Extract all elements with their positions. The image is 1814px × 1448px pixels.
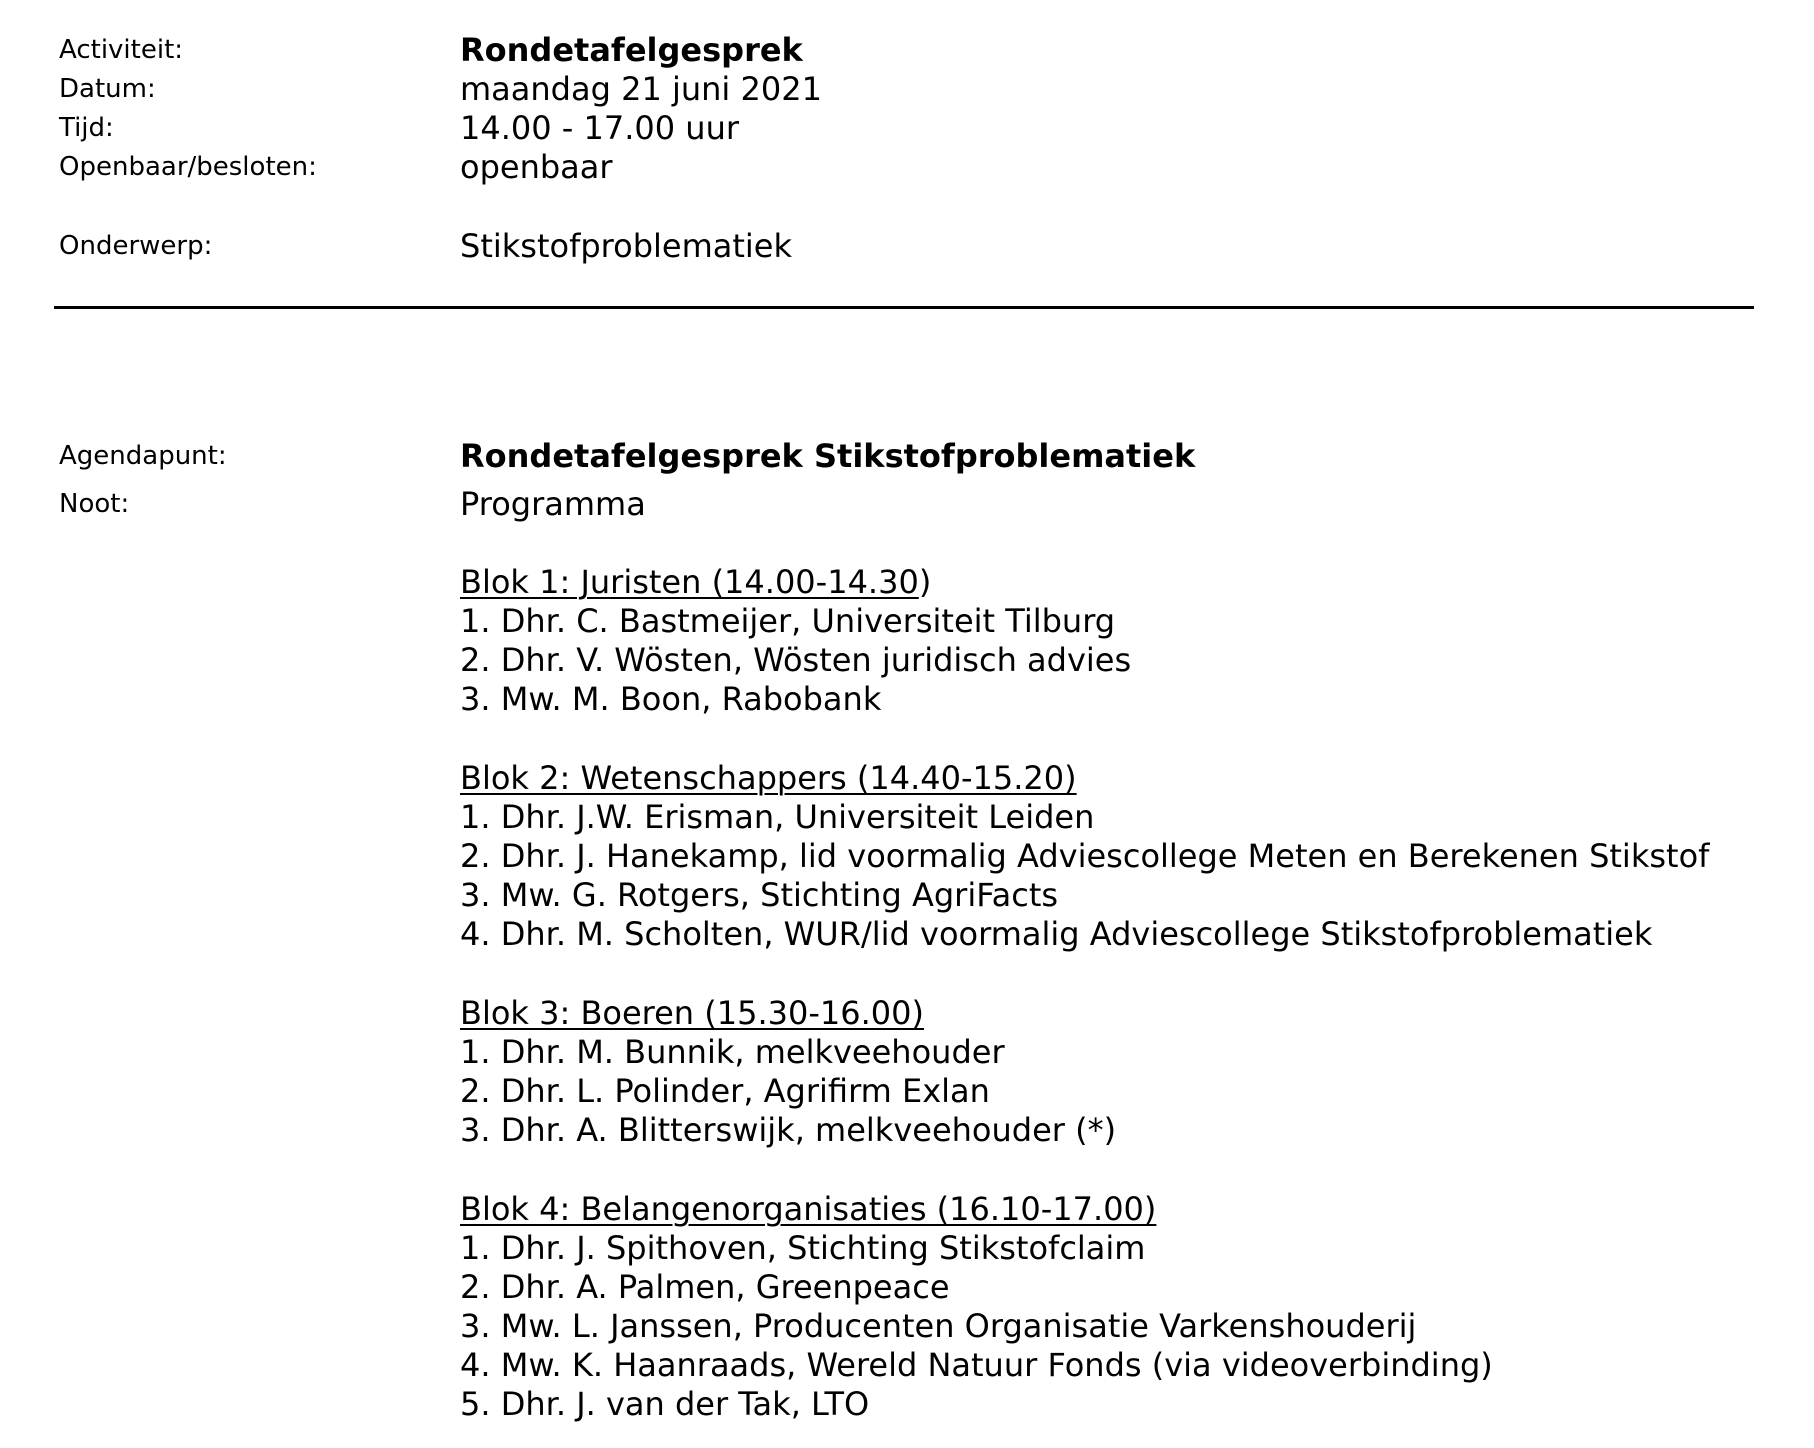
activiteit-label: Activiteit: [59, 35, 184, 65]
onderwerp-row [0, 226, 1814, 266]
datum-label: Datum: [59, 74, 156, 104]
agendapunt-label: Agendapunt: [59, 441, 227, 471]
block-title-suffix: ) [918, 563, 932, 601]
speaker-entry: 5. Dhr. J. van der Tak, LTO [460, 1385, 870, 1423]
openbaar-value: openbaar [460, 148, 613, 186]
tijd-label: Tijd: [59, 113, 114, 143]
openbaar-label: Openbaar/besloten: [59, 152, 317, 182]
program-block-2 [460, 759, 1800, 954]
block-title [460, 563, 1800, 602]
speaker-entry: 3. Dhr. A. Blitterswijk, melkveehouder (*) [460, 1111, 1117, 1149]
section-divider [54, 306, 1754, 309]
datum-value: maandag 21 juni 2021 [460, 70, 822, 108]
speaker-entry: 1. Dhr. J.W. Erisman, Universiteit Leiden [460, 798, 1095, 836]
onderwerp-label: Onderwerp: [59, 231, 213, 261]
tijd-value: 14.00 - 17.00 uur [460, 109, 739, 147]
speaker-entry: 1. Dhr. J. Spithoven, Stichting Stikstofclaim [460, 1229, 1146, 1267]
speaker-entry: 1. Dhr. C. Bastmeijer, Universiteit Tilburg [460, 602, 1116, 640]
agendapunt-value: Rondetafelgesprek Stikstofproblematiek [460, 437, 1196, 475]
speaker-entry: 3. Mw. L. Janssen, Producenten Organisatie Varkenshouderij [460, 1307, 1417, 1345]
block-title-text: Blok 3: Boeren (15.30-16.00) [460, 994, 924, 1032]
datum-row [0, 69, 1814, 109]
block-title-text: Blok 4: Belangenorganisaties (16.10-17.00) [460, 1190, 1157, 1228]
activiteit-row [0, 30, 1814, 70]
speaker-entry: 1. Dhr. M. Bunnik, melkveehouder [460, 1033, 1005, 1071]
block-title-text: Blok 2: Wetenschappers (14.40-15.20) [460, 759, 1077, 797]
speaker-entry: 3. Mw. G. Rotgers, Stichting AgriFacts [460, 876, 1059, 914]
agendapunt-row [0, 436, 1814, 476]
speaker-entry: 2. Dhr. L. Polinder, Agrifirm Exlan [460, 1072, 990, 1110]
block-title-text: Blok 1: Juristen (14.00-14.30 [460, 563, 919, 601]
speaker-entry: 2. Dhr. J. Hanekamp, lid voormalig Adviescollege Meten en Berekenen Stikstof [460, 837, 1710, 875]
speaker-entry: 3. Mw. M. Boon, Rabobank [460, 680, 882, 718]
speaker-entry: 4. Dhr. M. Scholten, WUR/lid voormalig Adviescollege Stikstofproblematiek [460, 915, 1653, 953]
noot-label: Noot: [59, 489, 130, 519]
onderwerp-value: Stikstofproblematiek [460, 227, 793, 265]
program-block-3 [460, 994, 1800, 1150]
activiteit-value: Rondetafelgesprek [460, 31, 803, 69]
openbaar-row [0, 147, 1814, 187]
block-title [460, 994, 1800, 1033]
speaker-entry: 2. Dhr. V. Wösten, Wösten juridisch advies [460, 641, 1132, 679]
tijd-row [0, 108, 1814, 148]
block-title [460, 1190, 1800, 1229]
speaker-entry: 2. Dhr. A. Palmen, Greenpeace [460, 1268, 950, 1306]
program-block-1 [460, 563, 1800, 719]
noot-value: Programma [460, 485, 646, 523]
speaker-entry: 4. Mw. K. Haanraads, Wereld Natuur Fonds (via videoverbinding) [460, 1346, 1493, 1384]
block-title [460, 759, 1800, 798]
noot-row [0, 484, 1814, 524]
program-block-4 [460, 1190, 1800, 1424]
